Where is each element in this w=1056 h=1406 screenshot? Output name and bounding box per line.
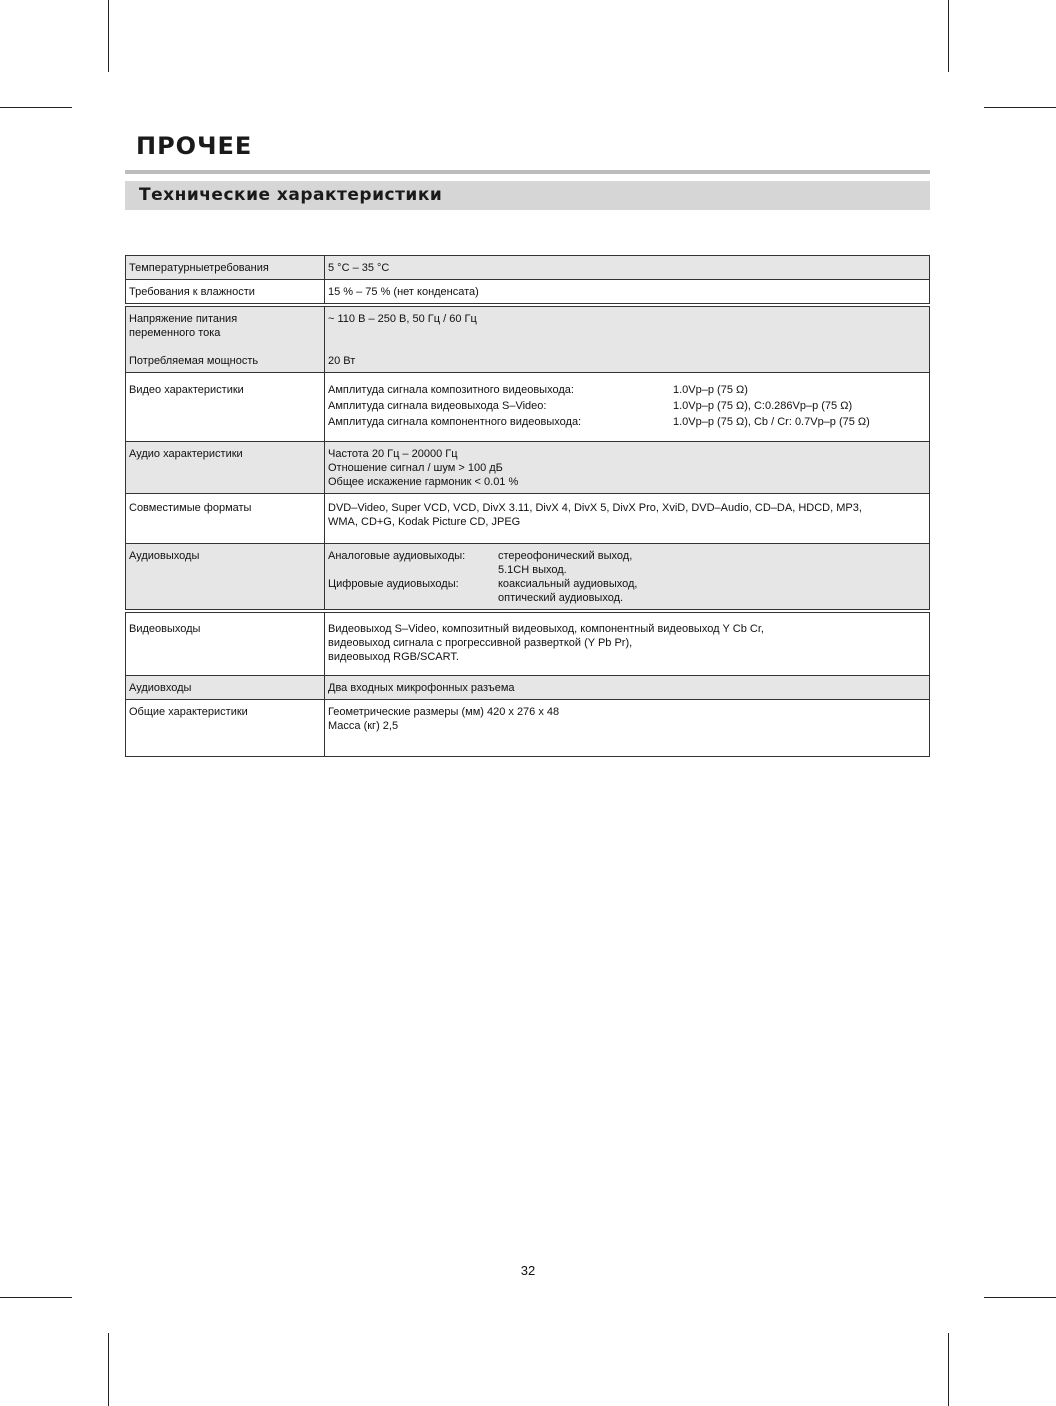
audio-line: Отношение сигнал / шум > 100 дБ: [328, 462, 503, 474]
spec-row-audio-outputs: [126, 544, 930, 610]
spec-row-temperature: [126, 256, 930, 280]
video-spec-name: Амплитуда сигнала видеовыхода S–Video:: [328, 400, 547, 412]
spec-value: [325, 700, 930, 757]
general-line: Геометрические размеры (мм) 420 x 276 x 48: [328, 706, 560, 718]
spec-value: [325, 544, 930, 610]
spec-label: Общие характеристики: [126, 700, 325, 757]
crop-mark: [108, 0, 109, 72]
spec-value: [325, 613, 930, 676]
general-line: Масса (кг) 2,5: [328, 720, 399, 732]
video-outputs-line: видеовыход RGB/SCART.: [328, 651, 459, 663]
power-label-line: Напряжение питания: [129, 313, 238, 325]
digital-outputs-label: Цифровые аудиовыходы:: [328, 578, 459, 590]
spec-row-formats: [126, 494, 930, 544]
analog-outputs-label: Аналоговые аудиовыходы:: [328, 550, 466, 562]
power-label-line: переменного тока: [129, 327, 221, 339]
audio-line: Частота 20 Гц – 20000 Гц: [328, 448, 458, 460]
page-number: 32: [520, 1263, 536, 1278]
video-spec-name: Амплитуда сигнала компонентного видеовыхода:: [328, 416, 582, 428]
crop-mark: [0, 1297, 72, 1298]
video-outputs-line: видеовыход сигнала с прогрессивной разверткой (Y Pb Pr),: [328, 637, 633, 649]
spec-row-audio-inputs: [126, 676, 930, 700]
spec-label: Аудиовходы: [126, 676, 325, 700]
subtitle-bar: [125, 181, 930, 210]
spec-value: [325, 494, 930, 544]
spec-row-humidity: [126, 280, 930, 304]
section-title: ПРОЧЕЕ: [136, 132, 253, 160]
spec-row-general: [126, 700, 930, 757]
spec-row-power: [126, 307, 930, 373]
crop-mark: [948, 0, 949, 72]
video-spec-name: Амплитуда сигнала композитного видеовыхода:: [328, 384, 574, 396]
title-rule: [125, 170, 930, 174]
crop-mark: [108, 1333, 109, 1406]
formats-line: DVD–Video, Super VCD, VCD, DivX 3.11, DivX 4, DivX 5, DivX Pro, XviD, DVD–Audio, CD–DA, HDCD, MP3,: [328, 502, 862, 514]
spec-row-audio: [126, 442, 930, 494]
consumption-value: 20 Вт: [328, 355, 356, 367]
digital-output-item: коаксиальный аудиовыход,: [498, 578, 638, 590]
crop-mark: [984, 1297, 1056, 1298]
spec-row-video: [126, 373, 930, 442]
consumption-label: Потребляемая мощность: [129, 355, 259, 367]
video-spec-value: 1.0Vp–p (75 Ω), Cb / Cr: 0.7Vp–p (75 Ω): [673, 416, 870, 428]
analog-output-item: 5.1CH выход.: [498, 564, 567, 576]
spec-value: [325, 307, 930, 373]
crop-mark: [0, 107, 72, 108]
digital-output-item: оптический аудиовыход.: [498, 592, 624, 604]
spec-label: Температурныетребования: [126, 256, 325, 280]
spec-label: Требования к влажности: [126, 280, 325, 304]
spec-label: Совместимые форматы: [126, 494, 325, 544]
spacer: [328, 326, 925, 340]
spacer: [328, 340, 925, 354]
subtitle: Технические характеристики: [139, 185, 443, 205]
spec-label: Видео характеристики: [126, 373, 325, 442]
spec-value: Два входных микрофонных разъема: [325, 676, 930, 700]
spec-label: [126, 307, 325, 373]
video-specs-grid: [328, 383, 925, 429]
crop-mark: [984, 107, 1056, 108]
power-value: ~ 110 В – 250 В, 50 Гц / 60 Гц: [328, 313, 477, 325]
spacer: [129, 340, 320, 354]
video-outputs-line: Видеовыход S–Video, композитный видеовыход, компонентный видеовыход Y Cb Cr,: [328, 623, 764, 635]
spec-label: Аудио характеристики: [126, 442, 325, 494]
spec-value: 5 °C – 35 °C: [325, 256, 930, 280]
audio-outputs-grid: [328, 549, 925, 605]
spec-label: Видеовыходы: [126, 613, 325, 676]
spec-value: [325, 442, 930, 494]
audio-line: Общее искажение гармоник < 0.01 %: [328, 476, 519, 488]
grid-filler: [328, 563, 498, 577]
spec-value: [325, 373, 930, 442]
crop-mark: [948, 1333, 949, 1406]
spec-label: Аудиовыходы: [126, 544, 325, 610]
video-spec-value: 1.0Vp–p (75 Ω), C:0.286Vp–p (75 Ω): [673, 400, 853, 412]
formats-line: WMA, CD+G, Kodak Picture CD, JPEG: [328, 516, 521, 528]
spec-row-video-outputs: [126, 613, 930, 676]
video-spec-value: 1.0Vp–p (75 Ω): [673, 384, 748, 396]
spec-value: 15 % – 75 % (нет конденсата): [325, 280, 930, 304]
analog-output-item: стереофонический выход,: [498, 550, 633, 562]
spec-table: [125, 255, 930, 757]
grid-filler: [328, 591, 498, 605]
